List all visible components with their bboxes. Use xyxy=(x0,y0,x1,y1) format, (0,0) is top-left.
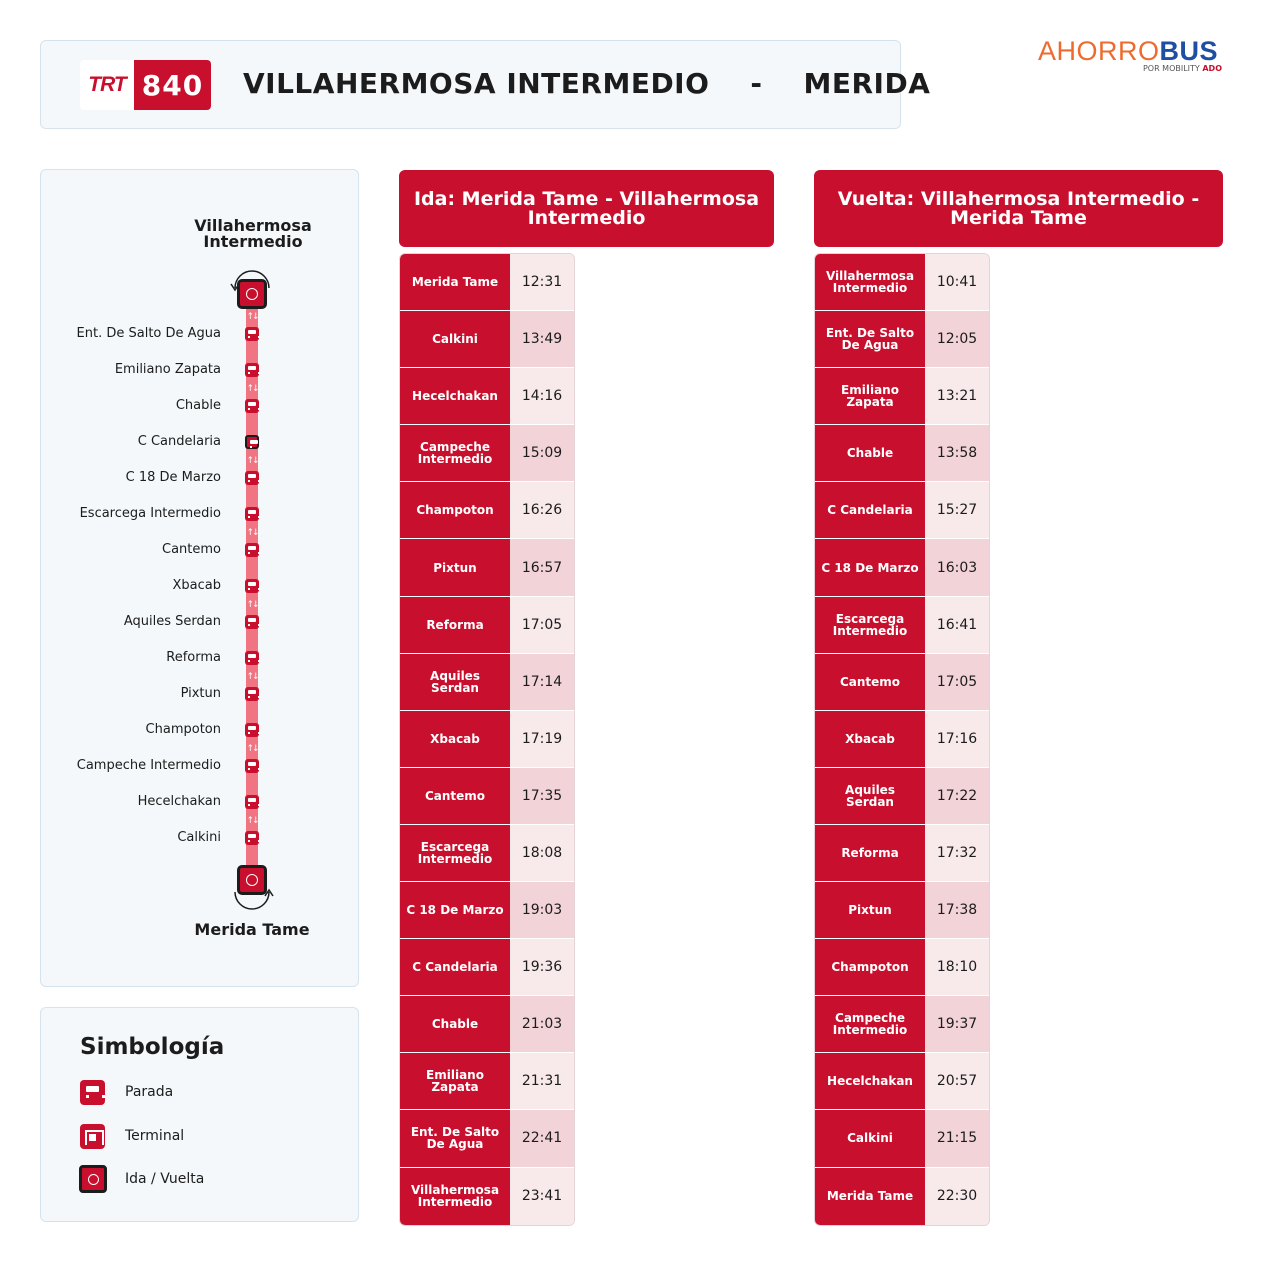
schedule-time: 22:30 xyxy=(925,1168,989,1225)
schedule-stop: Emiliano Zapata xyxy=(400,1053,510,1109)
bus-stop-icon xyxy=(245,831,259,845)
bus-stop-icon xyxy=(80,1080,105,1105)
schedule-time: 16:26 xyxy=(510,482,574,538)
brand-name-part1: AHORRO xyxy=(1038,36,1160,66)
ida-schedule-table xyxy=(399,253,575,1226)
schedule-stop: Escarcega Intermedio xyxy=(815,597,925,653)
schedule-row xyxy=(815,1053,989,1110)
schedule-stop: Xbacab xyxy=(815,711,925,767)
schedule-row xyxy=(400,1110,574,1167)
schedule-time: 17:05 xyxy=(925,654,989,710)
schedule-row xyxy=(815,425,989,482)
route-stop-label: Pixtun xyxy=(180,686,221,701)
schedule-row xyxy=(400,254,574,311)
direction-arrows-icon: ↑↓ xyxy=(246,384,258,394)
bus-stop-icon xyxy=(245,651,259,665)
route-stop xyxy=(41,434,360,450)
schedule-time: 18:10 xyxy=(925,939,989,995)
schedule-time: 13:21 xyxy=(925,368,989,424)
schedule-stop: Campeche Intermedio xyxy=(400,425,510,481)
schedule-time: 12:31 xyxy=(510,254,574,310)
schedule-stop: Hecelchakan xyxy=(400,368,510,424)
schedule-time: 13:49 xyxy=(510,311,574,367)
schedule-time: 18:08 xyxy=(510,825,574,881)
round-trip-icon xyxy=(79,1165,107,1193)
bus-stop-icon xyxy=(245,795,259,809)
bus-stop-icon xyxy=(245,471,259,485)
bus-stop-icon xyxy=(245,327,259,341)
legend-label: Ida / Vuelta xyxy=(125,1171,205,1187)
schedule-row xyxy=(400,939,574,996)
schedule-stop: Xbacab xyxy=(400,711,510,767)
schedule-time: 12:05 xyxy=(925,311,989,367)
legend-panel xyxy=(40,1007,359,1222)
direction-arrows-icon: ↑↓ xyxy=(246,600,258,610)
schedule-time: 21:03 xyxy=(510,996,574,1052)
schedule-row xyxy=(815,825,989,882)
schedule-time: 19:37 xyxy=(925,996,989,1052)
legend-item-parada xyxy=(80,1079,174,1105)
schedule-time: 15:09 xyxy=(510,425,574,481)
direction-arrows-icon: ↑↓ xyxy=(246,456,258,466)
direction-arrows-icon: ↑↓ xyxy=(246,744,258,754)
legend-item-terminal xyxy=(80,1123,185,1149)
schedule-stop: Merida Tame xyxy=(400,254,510,310)
route-end-label: Merida Tame xyxy=(194,920,310,939)
legend-item-ida-vuelta xyxy=(80,1166,205,1192)
schedule-stop: Pixtun xyxy=(400,539,510,595)
schedule-stop: Reforma xyxy=(400,597,510,653)
route-stop-label: Emiliano Zapata xyxy=(114,362,221,377)
terminal-icon xyxy=(80,1124,105,1149)
schedule-stop: Ent. De Salto De Agua xyxy=(400,1110,510,1166)
schedule-row xyxy=(400,1053,574,1110)
ida-schedule-title: Ida: Merida Tame - Villahermosa Intermedio xyxy=(399,170,774,247)
route-stop-label: Hecelchakan xyxy=(137,794,221,809)
bus-stop-icon xyxy=(245,399,259,413)
schedule-stop: Reforma xyxy=(815,825,925,881)
bus-stop-icon xyxy=(245,507,259,521)
route-stop-label: C 18 De Marzo xyxy=(125,470,221,485)
schedule-time: 17:16 xyxy=(925,711,989,767)
start-terminal-icon xyxy=(237,279,267,309)
route-stop xyxy=(41,686,360,702)
schedule-row xyxy=(400,482,574,539)
schedule-row xyxy=(815,654,989,711)
route-stop-label: C Candelaria xyxy=(137,434,221,449)
schedule-time: 21:15 xyxy=(925,1110,989,1166)
route-stop-label: Ent. De Salto De Agua xyxy=(76,326,221,341)
schedule-row xyxy=(400,539,574,596)
route-stop xyxy=(41,398,360,414)
route-start-label: Villahermosa Intermedio xyxy=(194,216,312,251)
route-map-panel xyxy=(40,169,359,987)
route-badge xyxy=(80,60,211,110)
schedule-time: 17:14 xyxy=(510,654,574,710)
schedule-row xyxy=(400,882,574,939)
route-stop xyxy=(41,506,360,522)
route-stop xyxy=(41,650,360,666)
schedule-stop: Villahermosa Intermedio xyxy=(400,1168,510,1225)
route-stop xyxy=(41,614,360,630)
schedule-time: 16:41 xyxy=(925,597,989,653)
schedule-time: 17:35 xyxy=(510,768,574,824)
schedule-time: 19:03 xyxy=(510,882,574,938)
schedule-row xyxy=(815,939,989,996)
schedule-stop: Calkini xyxy=(400,311,510,367)
schedule-time: 20:57 xyxy=(925,1053,989,1109)
route-stop xyxy=(41,362,360,378)
schedule-row xyxy=(400,825,574,882)
schedule-time: 16:03 xyxy=(925,539,989,595)
schedule-time: 13:58 xyxy=(925,425,989,481)
schedule-row xyxy=(400,311,574,368)
schedule-stop: Aquiles Serdan xyxy=(815,768,925,824)
schedule-time: 17:38 xyxy=(925,882,989,938)
route-stop xyxy=(41,794,360,810)
schedule-time: 22:41 xyxy=(510,1110,574,1166)
schedule-stop: Champoton xyxy=(815,939,925,995)
bus-stop-icon xyxy=(245,759,259,773)
schedule-stop: Emiliano Zapata xyxy=(815,368,925,424)
brand-name-part2: BUS xyxy=(1159,36,1219,66)
bus-stop-icon xyxy=(245,687,259,701)
schedule-stop: Calkini xyxy=(815,1110,925,1166)
legend-title: Simbología xyxy=(80,1034,225,1060)
direction-arrows-icon: ↑↓ xyxy=(246,816,258,826)
schedule-stop: Hecelchakan xyxy=(815,1053,925,1109)
route-stop-label: Campeche Intermedio xyxy=(76,758,221,773)
bus-stop-icon xyxy=(245,579,259,593)
route-stop-label: Champoton xyxy=(145,722,221,737)
schedule-stop: Escarcega Intermedio xyxy=(400,825,510,881)
schedule-row xyxy=(815,882,989,939)
schedule-row xyxy=(400,996,574,1053)
schedule-time: 15:27 xyxy=(925,482,989,538)
schedule-row xyxy=(400,597,574,654)
schedule-stop: Pixtun xyxy=(815,882,925,938)
schedule-row xyxy=(400,1168,574,1225)
route-stop-label: Aquiles Serdan xyxy=(123,614,221,629)
route-stop-label: Escarcega Intermedio xyxy=(79,506,221,521)
schedule-row xyxy=(400,654,574,711)
schedule-stop: C 18 De Marzo xyxy=(400,882,510,938)
schedule-row xyxy=(815,711,989,768)
schedule-stop: C 18 De Marzo xyxy=(815,539,925,595)
schedule-row xyxy=(400,425,574,482)
schedule-row xyxy=(400,768,574,825)
bus-stop-icon xyxy=(245,363,259,377)
schedule-row xyxy=(400,711,574,768)
route-stop xyxy=(41,326,360,342)
schedule-row xyxy=(815,368,989,425)
route-stop xyxy=(41,578,360,594)
schedule-stop: Campeche Intermedio xyxy=(815,996,925,1052)
route-stop-label: Reforma xyxy=(166,650,221,665)
schedule-row xyxy=(815,482,989,539)
loop-arrow-icon xyxy=(229,888,275,916)
schedule-stop: C Candelaria xyxy=(815,482,925,538)
schedule-stop: C Candelaria xyxy=(400,939,510,995)
schedule-stop: Chable xyxy=(400,996,510,1052)
vuelta-schedule-table xyxy=(814,253,990,1226)
schedule-stop: Champoton xyxy=(400,482,510,538)
schedule-row xyxy=(815,254,989,311)
route-stop xyxy=(41,758,360,774)
route-number: 840 xyxy=(134,60,211,110)
schedule-row xyxy=(815,1110,989,1167)
schedule-time: 17:05 xyxy=(510,597,574,653)
bus-stop-icon xyxy=(245,723,259,737)
route-stop xyxy=(41,542,360,558)
ahorrobus-logo xyxy=(1038,36,1226,73)
schedule-time: 14:16 xyxy=(510,368,574,424)
route-stop xyxy=(41,830,360,846)
schedule-row xyxy=(815,597,989,654)
terminal-icon xyxy=(245,435,259,449)
schedule-time: 19:36 xyxy=(510,939,574,995)
legend-label: Terminal xyxy=(125,1128,185,1144)
schedule-time: 17:22 xyxy=(925,768,989,824)
schedule-stop: Cantemo xyxy=(400,768,510,824)
schedule-row xyxy=(815,311,989,368)
schedule-stop: Ent. De Salto De Agua xyxy=(815,311,925,367)
vuelta-schedule-title: Vuelta: Villahermosa Intermedio - Merida Tame xyxy=(814,170,1223,247)
schedule-time: 17:32 xyxy=(925,825,989,881)
direction-arrows-icon: ↑↓ xyxy=(246,312,258,322)
route-stop xyxy=(41,470,360,486)
schedule-stop: Cantemo xyxy=(815,654,925,710)
schedule-time: 10:41 xyxy=(925,254,989,310)
schedule-row xyxy=(815,1168,989,1225)
route-stop-label: Chable xyxy=(175,398,221,413)
bus-stop-icon xyxy=(245,615,259,629)
route-stop-label: Calkini xyxy=(177,830,221,845)
schedule-stop: Merida Tame xyxy=(815,1168,925,1225)
schedule-time: 21:31 xyxy=(510,1053,574,1109)
schedule-row xyxy=(815,768,989,825)
route-title: VILLAHERMOSA INTERMEDIO - MERIDA xyxy=(243,67,931,100)
legend-label: Parada xyxy=(125,1084,174,1100)
schedule-row xyxy=(400,368,574,425)
trt-logo: TRT xyxy=(80,60,134,110)
schedule-stop: Villahermosa Intermedio xyxy=(815,254,925,310)
route-stop xyxy=(41,722,360,738)
schedule-time: 23:41 xyxy=(510,1168,574,1225)
schedule-time: 17:19 xyxy=(510,711,574,767)
schedule-row xyxy=(815,996,989,1053)
bus-stop-icon xyxy=(245,543,259,557)
route-stop-label: Xbacab xyxy=(172,578,221,593)
brand-tagline-brand: ADO xyxy=(1202,64,1222,73)
schedule-time: 16:57 xyxy=(510,539,574,595)
brand-tagline-prefix: POR MOBILITY xyxy=(1142,64,1203,73)
route-header xyxy=(40,40,931,129)
direction-arrows-icon: ↑↓ xyxy=(246,672,258,682)
schedule-row xyxy=(815,539,989,596)
brand-name xyxy=(1038,36,1226,67)
schedule-stop: Chable xyxy=(815,425,925,481)
schedule-stop: Aquiles Serdan xyxy=(400,654,510,710)
route-stop-label: Cantemo xyxy=(162,542,221,557)
direction-arrows-icon: ↑↓ xyxy=(246,528,258,538)
